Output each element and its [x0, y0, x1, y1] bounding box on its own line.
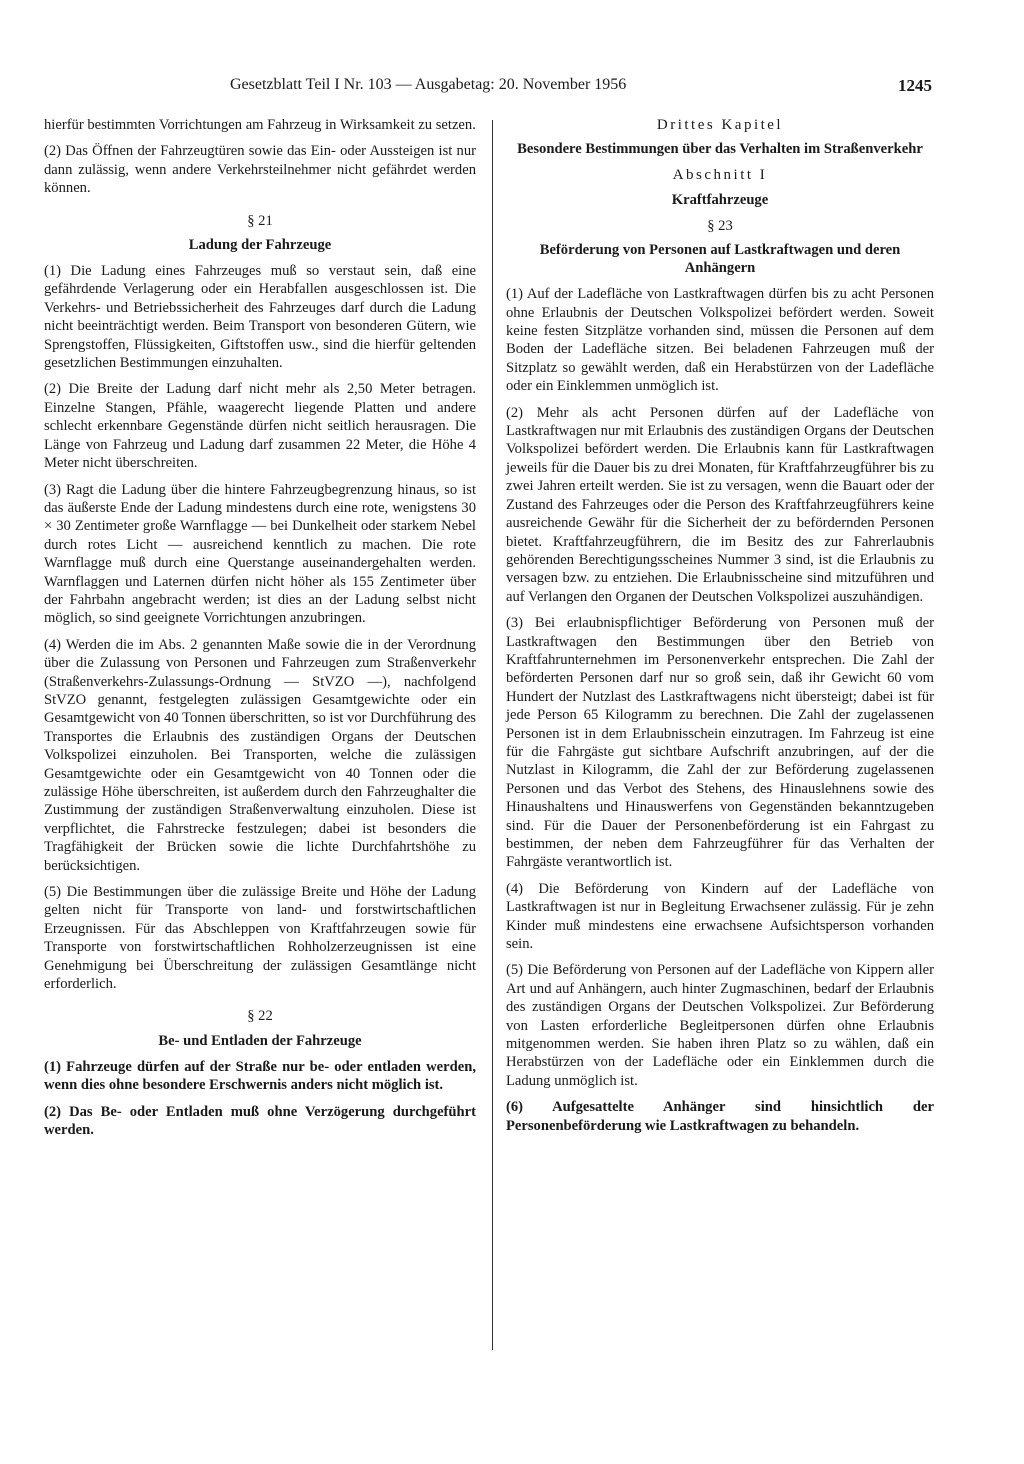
paragraph: (2) Die Breite der Ladung darf nicht mehr als 2,50 Meter betragen. Einzelne Stangen, Pfähle, waagerecht liegende Platten und andere schlecht erkennbare Gegenstände dürfen nicht seitlich herausragen. Die Länge von Fahrzeug und Ladung darf zusammen 22 Meter, die Höhe 4 Meter nicht überschreiten.: [44, 381, 476, 472]
column-divider: [492, 120, 493, 1350]
left-column: [44, 116, 476, 1148]
paragraph: hierfür bestimmten Vorrichtungen am Fahrzeug in Wirksamkeit zu setzen.: [44, 117, 476, 133]
section-number: § 21: [247, 212, 273, 229]
issue-line: Gesetzblatt Teil I Nr. 103 — Ausgabetag: 20. November 1956: [230, 76, 627, 93]
paragraph: (2) Mehr als acht Personen dürfen auf der Ladefläche von Lastkraftwagen nur mit Erlaubnis des zuständigen Organs der Deutschen Volkspolizei befördert werden. Die Erlaubnis kann für Lastkraftwagen jeweils für die Dauer bis zu drei Monaten, für Kraftfahrzeugführer bis zu zwei Jahren erteilt werden. Sie ist zu versagen, wenn die Bauart oder der Zustand des Fahrzeuges oder die Person des Kraftfahrzeugführers keine ausreichende Gewähr für die Sicherheit der zu befördernden Personen bietet. Kraftfahrzeugführern, die im Besitz des zur Fahrerlaubnis gehörenden Berechtigungsscheines Nummer 3 sind, ist die Erlaubnis zu versagen bzw. zu entziehen. Die Erlaubnisscheine sind mitzuführen und auf Verlangen den Organen der Deutschen Volkspolizei auszuhändigen.: [506, 404, 934, 605]
paragraph: (6) Aufgesattelte Anhänger sind hinsichtlich der Personenbeförderung wie Lastkraftwagen zu behandeln.: [506, 1099, 934, 1134]
paragraph: (1) Auf der Ladefläche von Lastkraftwagen dürfen bis zu acht Personen ohne Erlaubnis der Deutschen Volkspolizei befördert werden. Soweit keine festen Sitzplätze vorhanden sind, müssen die Personen auf dem Boden der Ladefläche sitzen. Bei beladenen Fahrzeugen muß der Sitzplatz so gewählt werden, daß ein Herabstürzen von der Ladefläche oder ein Einklemmen unmöglich ist.: [506, 286, 934, 395]
paragraph: (2) Das Öffnen der Fahrzeugtüren sowie das Ein- oder Aussteigen ist nur dann zulässig, wenn andere Verkehrsteilnehmer nicht gefährdet werden können.: [44, 143, 476, 197]
section-title: Be- und Entladen der Fahrzeuge: [158, 1032, 362, 1049]
paragraph: (1) Die Ladung eines Fahrzeuges muß so verstaut sein, daß eine gefährdende Verlagerung oder ein Herabfallen ausgeschlossen ist. Die Verkehrs- und Betriebssicherheit des Fahrzeuges darf durch die Ladung nicht beeinträchtigt werden. Beim Transport von besonderen Gütern, wie Sprengstoffen, Flüssigkeiten, Giftstoffen usw., sind die hierfür geltenden gesetzlichen Bestimmungen einzuhalten.: [44, 263, 476, 372]
section-heading: Abschnitt I: [672, 167, 768, 184]
right-column: [506, 116, 934, 1143]
section-number: § 23: [707, 217, 733, 234]
paragraph: (2) Das Be- oder Entladen muß ohne Verzögerung durchgeführt werden.: [44, 1103, 476, 1139]
paragraph: (1) Fahrzeuge dürfen auf der Straße nur be- oder entladen werden, wenn dies ohne besondere Erschwernis anders nicht möglich ist.: [44, 1058, 476, 1094]
chapter-heading: Drittes Kapitel: [656, 117, 784, 133]
paragraph: (5) Die Bestimmungen über die zulässige Breite und Höhe der Ladung gelten nicht für Transporte von land- und forstwirtschaftlichen Erzeugnissen. Für das Abschleppen von Kraftfahrzeugen sowie für Transporte von forstwirtschaftlichen Rohholzerzeugnissen ist eine Genehmigung bei Überschreitung der zulässigen Gesamtlänge nicht erforderlich.: [44, 884, 476, 993]
paragraph: (4) Die Beförderung von Kindern auf der Ladefläche von Lastkraftwagen ist nur in Begleitung Erwachsener zulässig. Für je zehn Kinder muß mindestens eine erwachsene Aufsichtsperson vorhanden sein.: [506, 880, 934, 953]
section-title: Kraftfahrzeuge: [671, 191, 769, 208]
paragraph: (3) Bei erlaubnispflichtiger Beförderung von Personen muß der Lastkraftwagen den Bestimmungen über den Betrieb von Kraftfahrunternehmen im Personenverkehr entsprechen. Die Zahl der beförderten Personen darf nur so groß sein, daß ihr Gewicht 60 vom Hundert der Nutzlast des Lastkraftwagens nicht übersteigt; dabei ist für jede Person 65 Kilogramm zu berechnen. Die Zahl der zugelassenen Personen ist in dem Erlaubnisschein einzutragen. Im Fahrzeug ist eine für die Fahrgäste gut sichtbare Aufschrift anzubringen, auf der die Nutzlast in Kilogramm, die Zahl der zur Beförderung zugelassenen Personen und das Verbot des Stehens, des Hinauslehnens sowie des Hinaushaltens und Hinauswerfens von Gegenständen bekanntzugeben sind. Für die Dauer der Personenbeförderung ist ein Fahrgast zu bestimmen, der neben dem Fahrzeugführer für das Verhalten der Fahrgäste verantwortlich ist.: [506, 615, 934, 871]
section-title: Ladung der Fahrzeuge: [188, 237, 332, 254]
paragraph: (3) Ragt die Ladung über die hintere Fahrzeugbegrenzung hinaus, so ist das äußerste Ende der Ladung mindestens durch eine rote, wenigstens 30 × 30 Zentimeter große Warnflagge — bei Dunkelheit oder starkem Nebel durch rotes Licht — ausreichend kenntlich zu machen. Die rote Warnflagge muß durch eine Querstange auseinandergehalten werden. Warnflaggen und Laternen dürfen nicht höher als 155 Zentimeter über der Fahrbahn angebracht werden; ist dies an der Ladung selbst nicht möglich, so sind geeignete Vorrichtungen anzubringen.: [44, 481, 476, 627]
section-title: Beförderung von Personen auf Lastkraftwagen und deren Anhängern: [539, 242, 901, 277]
paragraph: (4) Werden die im Abs. 2 genannten Maße sowie die in der Verordnung über die Zulassung von Personen und Fahrzeugen zum Straßenverkehr (Straßenverkehrs-Zulassungs-Ordnung — StVZO —), nachfolgend StVZO genannt, festgelegten zulässigen Gesamtgewichte oder ein Gesamtgewicht von 40 Tonnen überschritten, so ist vor Durchführung des Transportes die Erlaubnis des zuständigen Organs der Deutschen Volkspolizei einzuholen. Bei Transporten, welche die zulässigen Gesamtgewichte oder ein Gesamtgewicht von 40 Tonnen oder die zulässige Höhe überschreiten, ist außerdem durch den Fahrzeughalter die Zustimmung der zuständigen Straßenverwaltung einzuholen. Diese ist verpflichtet, die Fahrstrecke festzulegen; dabei ist besonders die Tragfähigkeit der Brücken sowie die lichte Durchfahrtshöhe zu berücksichtigen.: [44, 636, 476, 874]
page-number: 1245: [898, 76, 932, 95]
chapter-title: Besondere Bestimmungen über das Verhalten im Straßenverkehr: [517, 141, 923, 158]
section-number: § 22: [247, 1008, 273, 1025]
page-header: [44, 76, 932, 100]
paragraph: (5) Die Beförderung von Personen auf der Ladefläche von Kippern aller Art und auf Anhängern, auch hinter Zugmaschinen, bedarf der Erlaubnis des zuständigen Organs der Deutschen Volkspolizei. Zur Beförderung von Lasten erforderliche Begleitpersonen dürfen ohne Erlaubnis mitgenommen werden. Sie haben ihren Platz so zu wählen, daß ein Herabstürzen von der Ladefläche oder ein Einklemmen durch die Ladung unmöglich ist.: [506, 962, 934, 1089]
